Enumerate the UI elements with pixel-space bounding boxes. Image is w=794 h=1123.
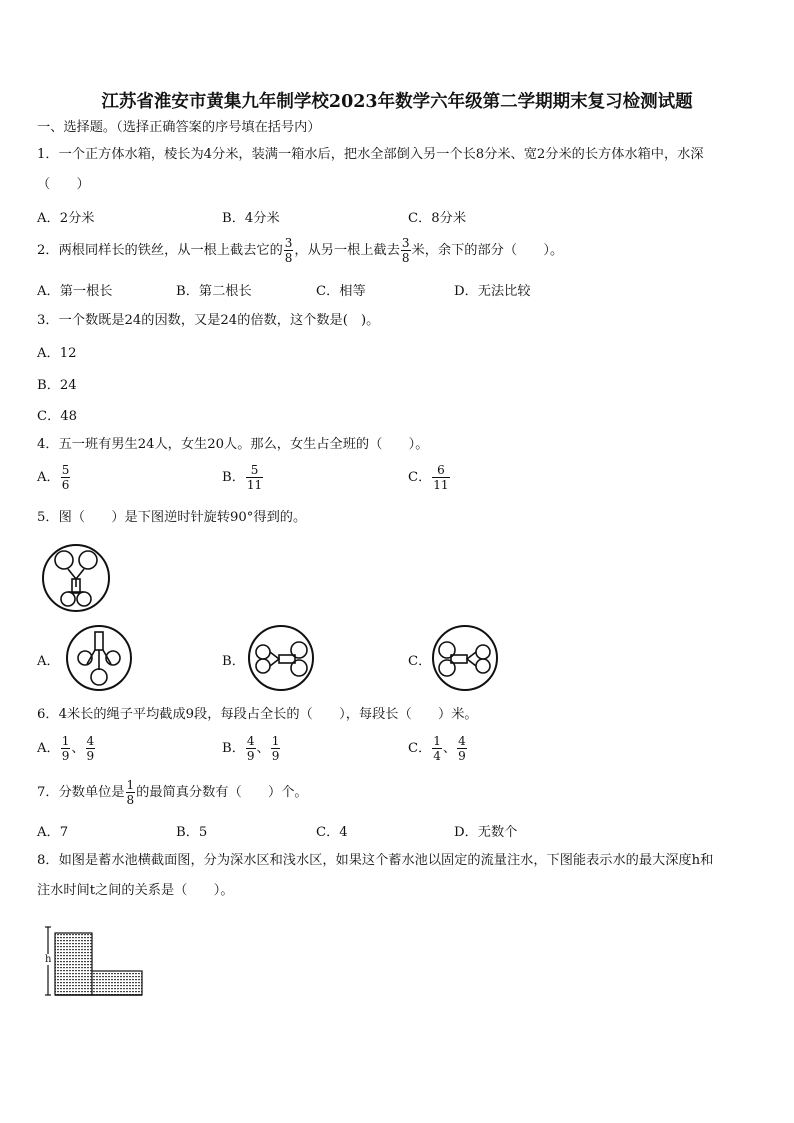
q6-a-fraction-1: $\frac{1}{9}$	[61, 734, 70, 763]
q3-option-a[interactable]: A．12	[37, 346, 77, 361]
question-6-text: 6．4米长的绳子平均截成9段，每段占全长的（ ），每段长（ ）米。	[37, 707, 478, 722]
q2-option-a[interactable]: A．第一根长	[37, 284, 113, 299]
q3-option-c[interactable]: C．48	[37, 409, 78, 424]
q6-option-b[interactable]: B． $\frac{4}{9}$ 、 $\frac{1}{9}$	[222, 734, 280, 763]
q6-option-a[interactable]: A． $\frac{1}{9}$ 、 $\frac{4}{9}$	[37, 734, 95, 763]
q2-text-pre: 2．两根同样长的铁丝，从一根上截去它的	[37, 243, 283, 258]
q2-text-mid: ，从另一根上截去	[294, 243, 400, 258]
q8-reservoir-figure	[42, 925, 144, 999]
question-8-line-2: 注水时间t之间的关系是（ ）。	[37, 883, 234, 898]
q6-c-fraction-2: $\frac{4}{9}$	[458, 734, 466, 763]
q5-option-c-label[interactable]: C．	[408, 654, 432, 669]
q2-fraction-2: $\frac{3}{8}$	[401, 236, 410, 265]
q5-option-b-figure[interactable]	[247, 624, 315, 692]
question-4-text: 4．五一班有男生24人，女生20人。那么，女生占全班的（ ）。	[37, 437, 429, 452]
q7-option-d[interactable]: D．无数个	[454, 825, 518, 840]
question-5-text: 5．图（ ）是下图逆时针旋转90°得到的。	[37, 510, 307, 525]
q7-option-c[interactable]: C．4	[316, 825, 348, 840]
question-2-text	[37, 236, 563, 265]
section-heading: 一、选择题。（选择正确答案的序号填在括号内）	[37, 120, 321, 135]
q4-c-fraction: $\frac{6}{11}$	[433, 463, 449, 492]
q3-option-b[interactable]: B．24	[37, 378, 77, 393]
q1-option-c[interactable]: C．8分米	[408, 211, 467, 226]
q5-option-a-label[interactable]: A．	[37, 654, 60, 669]
q7-text-post: 的最简真分数有（ ）个。	[136, 785, 308, 800]
question-1-blank: （ ）	[37, 177, 90, 192]
q2-option-c[interactable]: C．相等	[316, 284, 366, 299]
q5-original-figure	[41, 543, 111, 613]
q7-option-b[interactable]: B．5	[176, 825, 208, 840]
question-3-text: 3．一个数既是24的因数，又是24的倍数，这个数是( )。	[37, 313, 380, 328]
q4-b-fraction: $\frac{5}{11}$	[246, 463, 263, 492]
q6-option-c[interactable]: C． $\frac{1}{4}$ 、 $\frac{4}{9}$	[408, 734, 466, 763]
q7-fraction: $\frac{1}{8}$	[126, 778, 135, 807]
q2-text-post: 米，余下的部分（ ）。	[411, 243, 564, 258]
page-title: 江苏省淮安市黄集九年制学校2023年数学六年级第二学期期末复习检测试题	[101, 92, 693, 112]
q4-a-fraction: $\frac{5}{6}$	[61, 463, 70, 492]
q4-option-c[interactable]: C． $\frac{6}{11}$	[408, 463, 449, 492]
q1-option-b[interactable]: B．4分米	[222, 211, 280, 226]
q2-fraction-1: $\frac{3}{8}$	[284, 236, 293, 265]
q7-option-a[interactable]: A．7	[37, 825, 69, 840]
question-1-text: 1．一个正方体水箱，棱长为4分米，装满一箱水后，把水全部倒入另一个长8分米、宽2分米的长方体水箱中，水深	[37, 147, 704, 162]
q6-b-fraction-1: $\frac{4}{9}$	[246, 734, 255, 763]
q6-a-fraction-2: $\frac{4}{9}$	[86, 734, 95, 763]
q6-b-fraction-2: $\frac{1}{9}$	[271, 734, 280, 763]
q4-option-a[interactable]: A． $\frac{5}{6}$	[37, 463, 70, 492]
question-7-text	[37, 778, 308, 807]
q1-option-a[interactable]: A．2分米	[37, 211, 95, 226]
q5-option-b-label[interactable]: B．	[222, 654, 245, 669]
q7-text-pre: 7．分数单位是	[37, 785, 125, 800]
q5-option-c-figure[interactable]	[431, 624, 499, 692]
q5-option-a-figure[interactable]	[65, 624, 133, 692]
q4-option-b[interactable]: B． $\frac{5}{11}$	[222, 463, 263, 492]
q2-option-b[interactable]: B．第二根长	[176, 284, 252, 299]
q2-option-d[interactable]: D．无法比较	[454, 284, 531, 299]
q8-depth-label: h	[45, 954, 52, 965]
q6-c-fraction-1: $\frac{1}{4}$	[433, 734, 441, 763]
question-8-line-1: 8．如图是蓄水池横截面图，分为深水区和浅水区，如果这个蓄水池以固定的流量注水，下图能表示水的最大深度h和	[37, 853, 714, 868]
